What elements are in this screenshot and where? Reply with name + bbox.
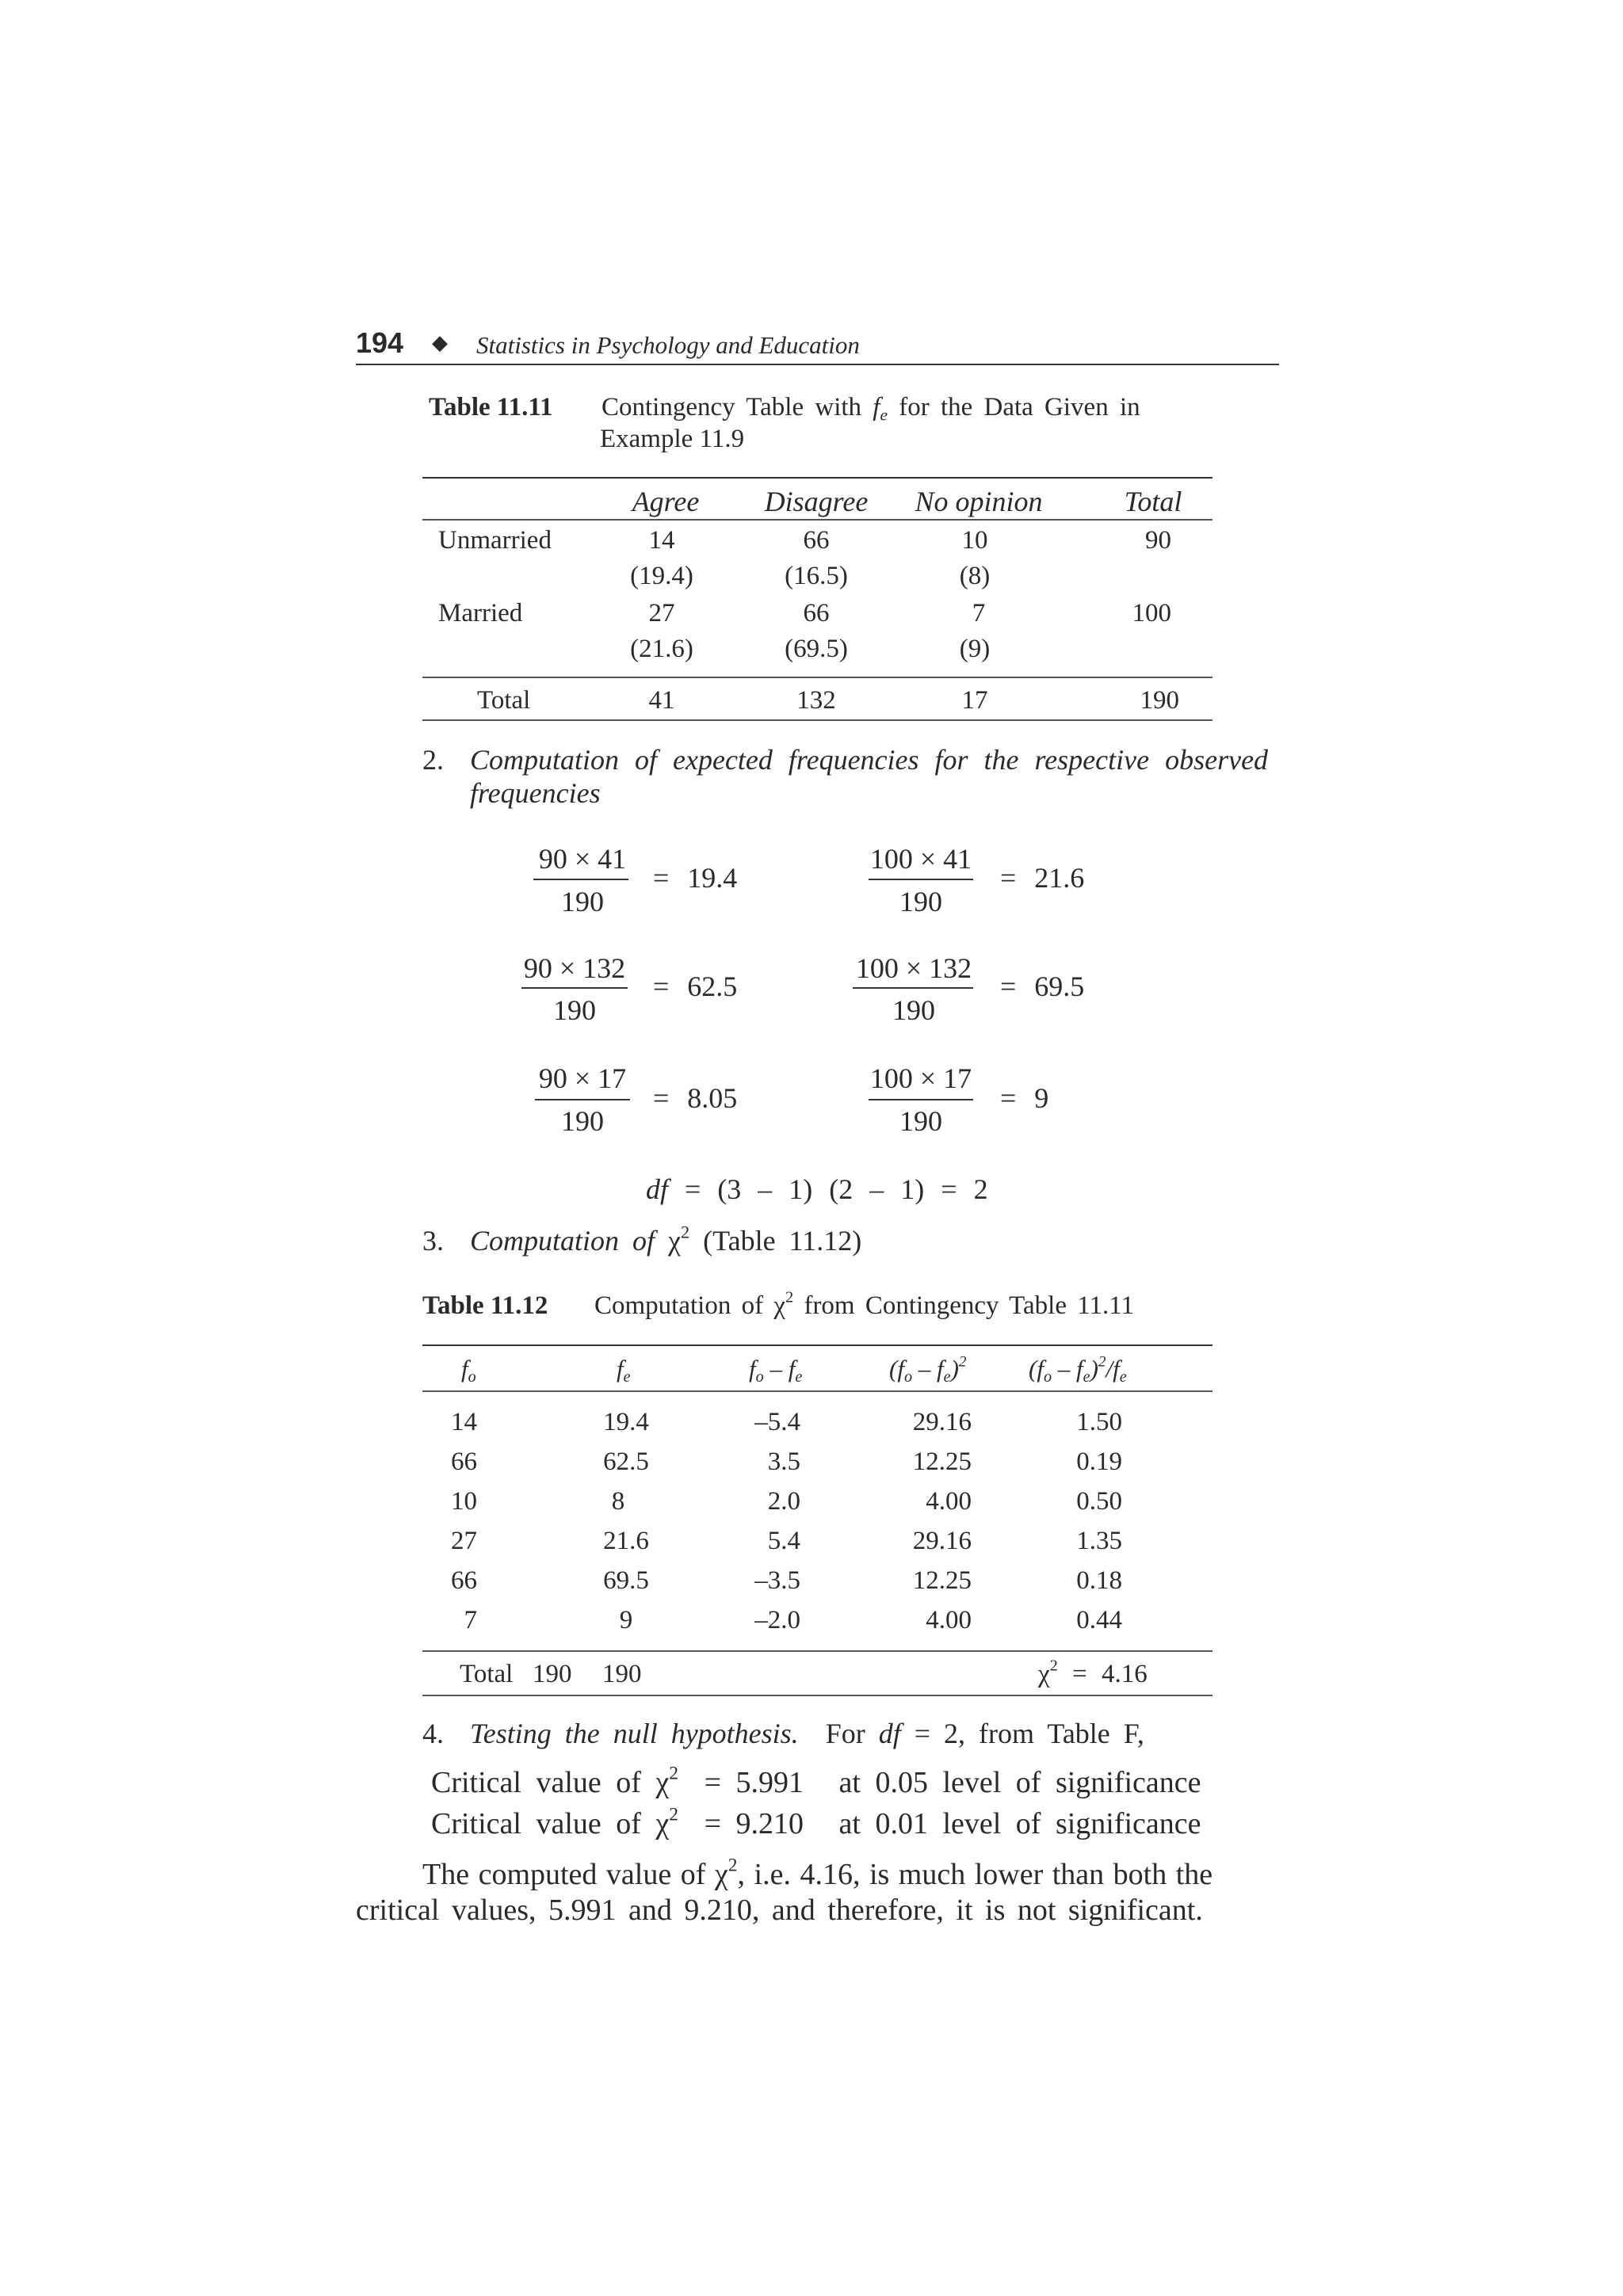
fraction-result: = 69.5 bbox=[1000, 971, 1085, 1002]
table-row-sq: 4.00 bbox=[926, 1487, 972, 1516]
total-row-label: Total bbox=[477, 686, 531, 715]
chi-symbol: χ bbox=[655, 1807, 670, 1840]
fraction-result: = 62.5 bbox=[653, 971, 738, 1002]
table-row-diff: –2.0 bbox=[754, 1606, 800, 1634]
table-11-11-caption: Contingency Table with $f_e$ for the Data Given in bbox=[601, 393, 1140, 425]
table-row-fe: 69.5 bbox=[603, 1566, 649, 1595]
fraction-numerator: 90 × 132 bbox=[523, 952, 626, 984]
table-row-fe: 19.4 bbox=[603, 1408, 649, 1436]
fraction-result: = 19.4 bbox=[653, 862, 738, 894]
fraction-numerator: 100 × 17 bbox=[869, 1062, 972, 1094]
fraction-numerator: 90 × 41 bbox=[538, 843, 627, 875]
table-row-diff: –3.5 bbox=[754, 1566, 800, 1595]
table-row-diff: 3.5 bbox=[767, 1447, 800, 1476]
col-header-fe: $f_e$ bbox=[617, 1355, 631, 1386]
chi-symbol: χ bbox=[773, 1291, 785, 1320]
col-header-disagree: Disagree bbox=[764, 486, 869, 517]
table-row-ratio: 1.35 bbox=[1076, 1527, 1122, 1555]
total-cell: 41 bbox=[648, 686, 675, 715]
fraction-denominator: 190 bbox=[892, 994, 935, 1026]
fraction-bar bbox=[521, 987, 628, 989]
fraction-result: = 8.05 bbox=[653, 1082, 738, 1114]
table-11-11-header-rule bbox=[422, 519, 1212, 521]
table-11-12-label: Table 11.12 bbox=[422, 1291, 548, 1320]
section-3-number: 3. bbox=[422, 1225, 444, 1257]
fraction-bar bbox=[853, 987, 973, 989]
cell-expected: (8) bbox=[959, 562, 991, 590]
table-row-fe: 8 bbox=[611, 1487, 625, 1516]
col-header-ratio: $(f_o - f_e)^2/f_e$ bbox=[1029, 1353, 1127, 1386]
table-11-12-bottom-rule bbox=[422, 1695, 1212, 1696]
critical-value-row: Critical value of $\chi^2 = 9.210$ at 0.01 level of significance bbox=[431, 1804, 1201, 1840]
section-4-text: Testing the null hypothesis. For df = 2, from Table F, bbox=[470, 1718, 1144, 1749]
cell: 90 bbox=[1145, 526, 1171, 555]
cell: 100 bbox=[1132, 599, 1171, 627]
cell-expected: (9) bbox=[959, 635, 991, 663]
table-11-12-total-rule bbox=[422, 1650, 1212, 1652]
chi-symbol: χ bbox=[1038, 1660, 1050, 1688]
section-2-number: 2. bbox=[422, 744, 444, 776]
critical-value-row: Critical value of $\chi^2 = 5.991$ at 0.05 level of significance bbox=[431, 1763, 1201, 1799]
cell-expected: (21.6) bbox=[630, 635, 693, 663]
col-header-no-opinion: No opinion bbox=[915, 486, 1043, 517]
cell: 14 bbox=[648, 526, 675, 555]
chi-symbol: χ bbox=[714, 1858, 728, 1891]
conclusion-line2: critical values, 5.991 and 9.210, and therefore, it is not significant. bbox=[356, 1894, 1203, 1927]
fraction-numerator: 90 × 17 bbox=[538, 1062, 627, 1094]
fraction-bar bbox=[869, 1099, 973, 1100]
cell: 27 bbox=[648, 599, 675, 627]
cell-expected: (19.4) bbox=[630, 562, 693, 590]
table-row-fo: 66 bbox=[451, 1447, 477, 1476]
table-11-12-header-rule bbox=[422, 1390, 1212, 1392]
total-cell: 190 bbox=[1140, 686, 1179, 715]
fraction-denominator: 190 bbox=[553, 994, 596, 1026]
conclusion-line1: The computed value of $\chi^2$, i.e. 4.16, is much lower than both the bbox=[422, 1855, 1213, 1891]
cell-expected: (16.5) bbox=[785, 562, 848, 590]
table-11-11-caption-line2: Example 11.9 bbox=[600, 425, 745, 453]
bullet-icon: ◆ bbox=[432, 331, 448, 354]
table-row-sq: 12.25 bbox=[912, 1566, 972, 1595]
col-header-squared: $(f_o - f_e)^2$ bbox=[889, 1353, 967, 1386]
col-header-agree: Agree bbox=[632, 486, 700, 517]
table-row-diff: 2.0 bbox=[767, 1487, 800, 1516]
section-3-title: Computation of $\chi^2$ (Table 11.12) bbox=[470, 1222, 862, 1257]
table-11-12-caption: Computation of $\chi^2$ from Contingency Table 11.11 bbox=[594, 1288, 1135, 1320]
table-row-sq: 29.16 bbox=[912, 1527, 972, 1555]
table-row-fo: 7 bbox=[464, 1606, 477, 1634]
fraction-bar bbox=[869, 879, 973, 880]
table-11-11-total-rule bbox=[422, 677, 1212, 678]
fraction-numerator: 100 × 132 bbox=[855, 952, 972, 984]
table-row-fe: 9 bbox=[619, 1606, 633, 1634]
table-11-11-label: Table 11.11 bbox=[429, 393, 553, 421]
chi-square-total: $\chi^2 = 4.16$ bbox=[1038, 1657, 1148, 1688]
section-2-title: Computation of expected frequencies for the respective observed bbox=[470, 744, 1269, 776]
table-row-ratio: 0.50 bbox=[1076, 1487, 1122, 1516]
table-row-diff: 5.4 bbox=[767, 1527, 800, 1555]
chi-symbol: χ bbox=[655, 1766, 670, 1799]
cell: 66 bbox=[803, 599, 830, 627]
total-cell: 17 bbox=[961, 686, 988, 715]
table-row-ratio: 0.19 bbox=[1076, 1447, 1122, 1476]
cell: 66 bbox=[803, 526, 830, 555]
fraction-denominator: 190 bbox=[899, 1105, 942, 1137]
table-row-sq: 12.25 bbox=[912, 1447, 972, 1476]
chi-symbol: χ bbox=[668, 1225, 682, 1257]
col-header-fo: $f_o$ bbox=[461, 1355, 476, 1386]
table-11-11-bottom-rule bbox=[422, 719, 1212, 721]
fraction-result: = 9 bbox=[1000, 1082, 1049, 1114]
table-row-fo: 10 bbox=[451, 1487, 477, 1516]
table-row-ratio: 0.18 bbox=[1076, 1566, 1122, 1595]
header-rule bbox=[356, 364, 1279, 365]
fraction-denominator: 190 bbox=[899, 886, 942, 917]
fraction-bar bbox=[533, 879, 628, 880]
row-label-unmarried: Unmarried bbox=[438, 526, 552, 555]
fraction-denominator: 190 bbox=[561, 1105, 604, 1137]
total-fo: 190 bbox=[533, 1660, 572, 1688]
cell: 7 bbox=[972, 599, 986, 627]
table-11-11-top-rule bbox=[422, 477, 1212, 479]
page-number: 194 bbox=[356, 326, 404, 359]
table-row-sq: 4.00 bbox=[926, 1606, 972, 1634]
table-row-ratio: 1.50 bbox=[1076, 1408, 1122, 1436]
section-2-title-line2: frequencies bbox=[470, 777, 601, 809]
section-4-number: 4. bbox=[422, 1718, 444, 1749]
col-header-fo-minus-fe: $f_o - f_e$ bbox=[749, 1355, 803, 1386]
fraction-result: = 21.6 bbox=[1000, 862, 1085, 894]
table-row-fe: 62.5 bbox=[603, 1447, 649, 1476]
table-row-fo: 27 bbox=[451, 1527, 477, 1555]
row-label-married: Married bbox=[438, 599, 523, 627]
total-label: Total bbox=[460, 1660, 514, 1688]
running-title: Statistics in Psychology and Education bbox=[476, 331, 860, 359]
table-row-fo: 66 bbox=[451, 1566, 477, 1595]
cell: 10 bbox=[961, 526, 988, 555]
table-row-sq: 29.16 bbox=[912, 1408, 972, 1436]
fraction-bar bbox=[535, 1099, 630, 1100]
table-row-fe: 21.6 bbox=[603, 1527, 649, 1555]
table-row-diff: –5.4 bbox=[754, 1408, 800, 1436]
fraction-denominator: 190 bbox=[561, 886, 604, 917]
df-equation: df = (3 – 1) (2 – 1) = 2 bbox=[646, 1173, 988, 1205]
col-header-total: Total bbox=[1124, 486, 1182, 517]
total-cell: 132 bbox=[796, 686, 836, 715]
cell-expected: (69.5) bbox=[785, 635, 848, 663]
fraction-numerator: 100 × 41 bbox=[869, 843, 972, 875]
total-fe: 190 bbox=[602, 1660, 642, 1688]
table-row-fo: 14 bbox=[451, 1408, 477, 1436]
table-row-ratio: 0.44 bbox=[1076, 1606, 1122, 1634]
table-11-12-top-rule bbox=[422, 1344, 1212, 1346]
